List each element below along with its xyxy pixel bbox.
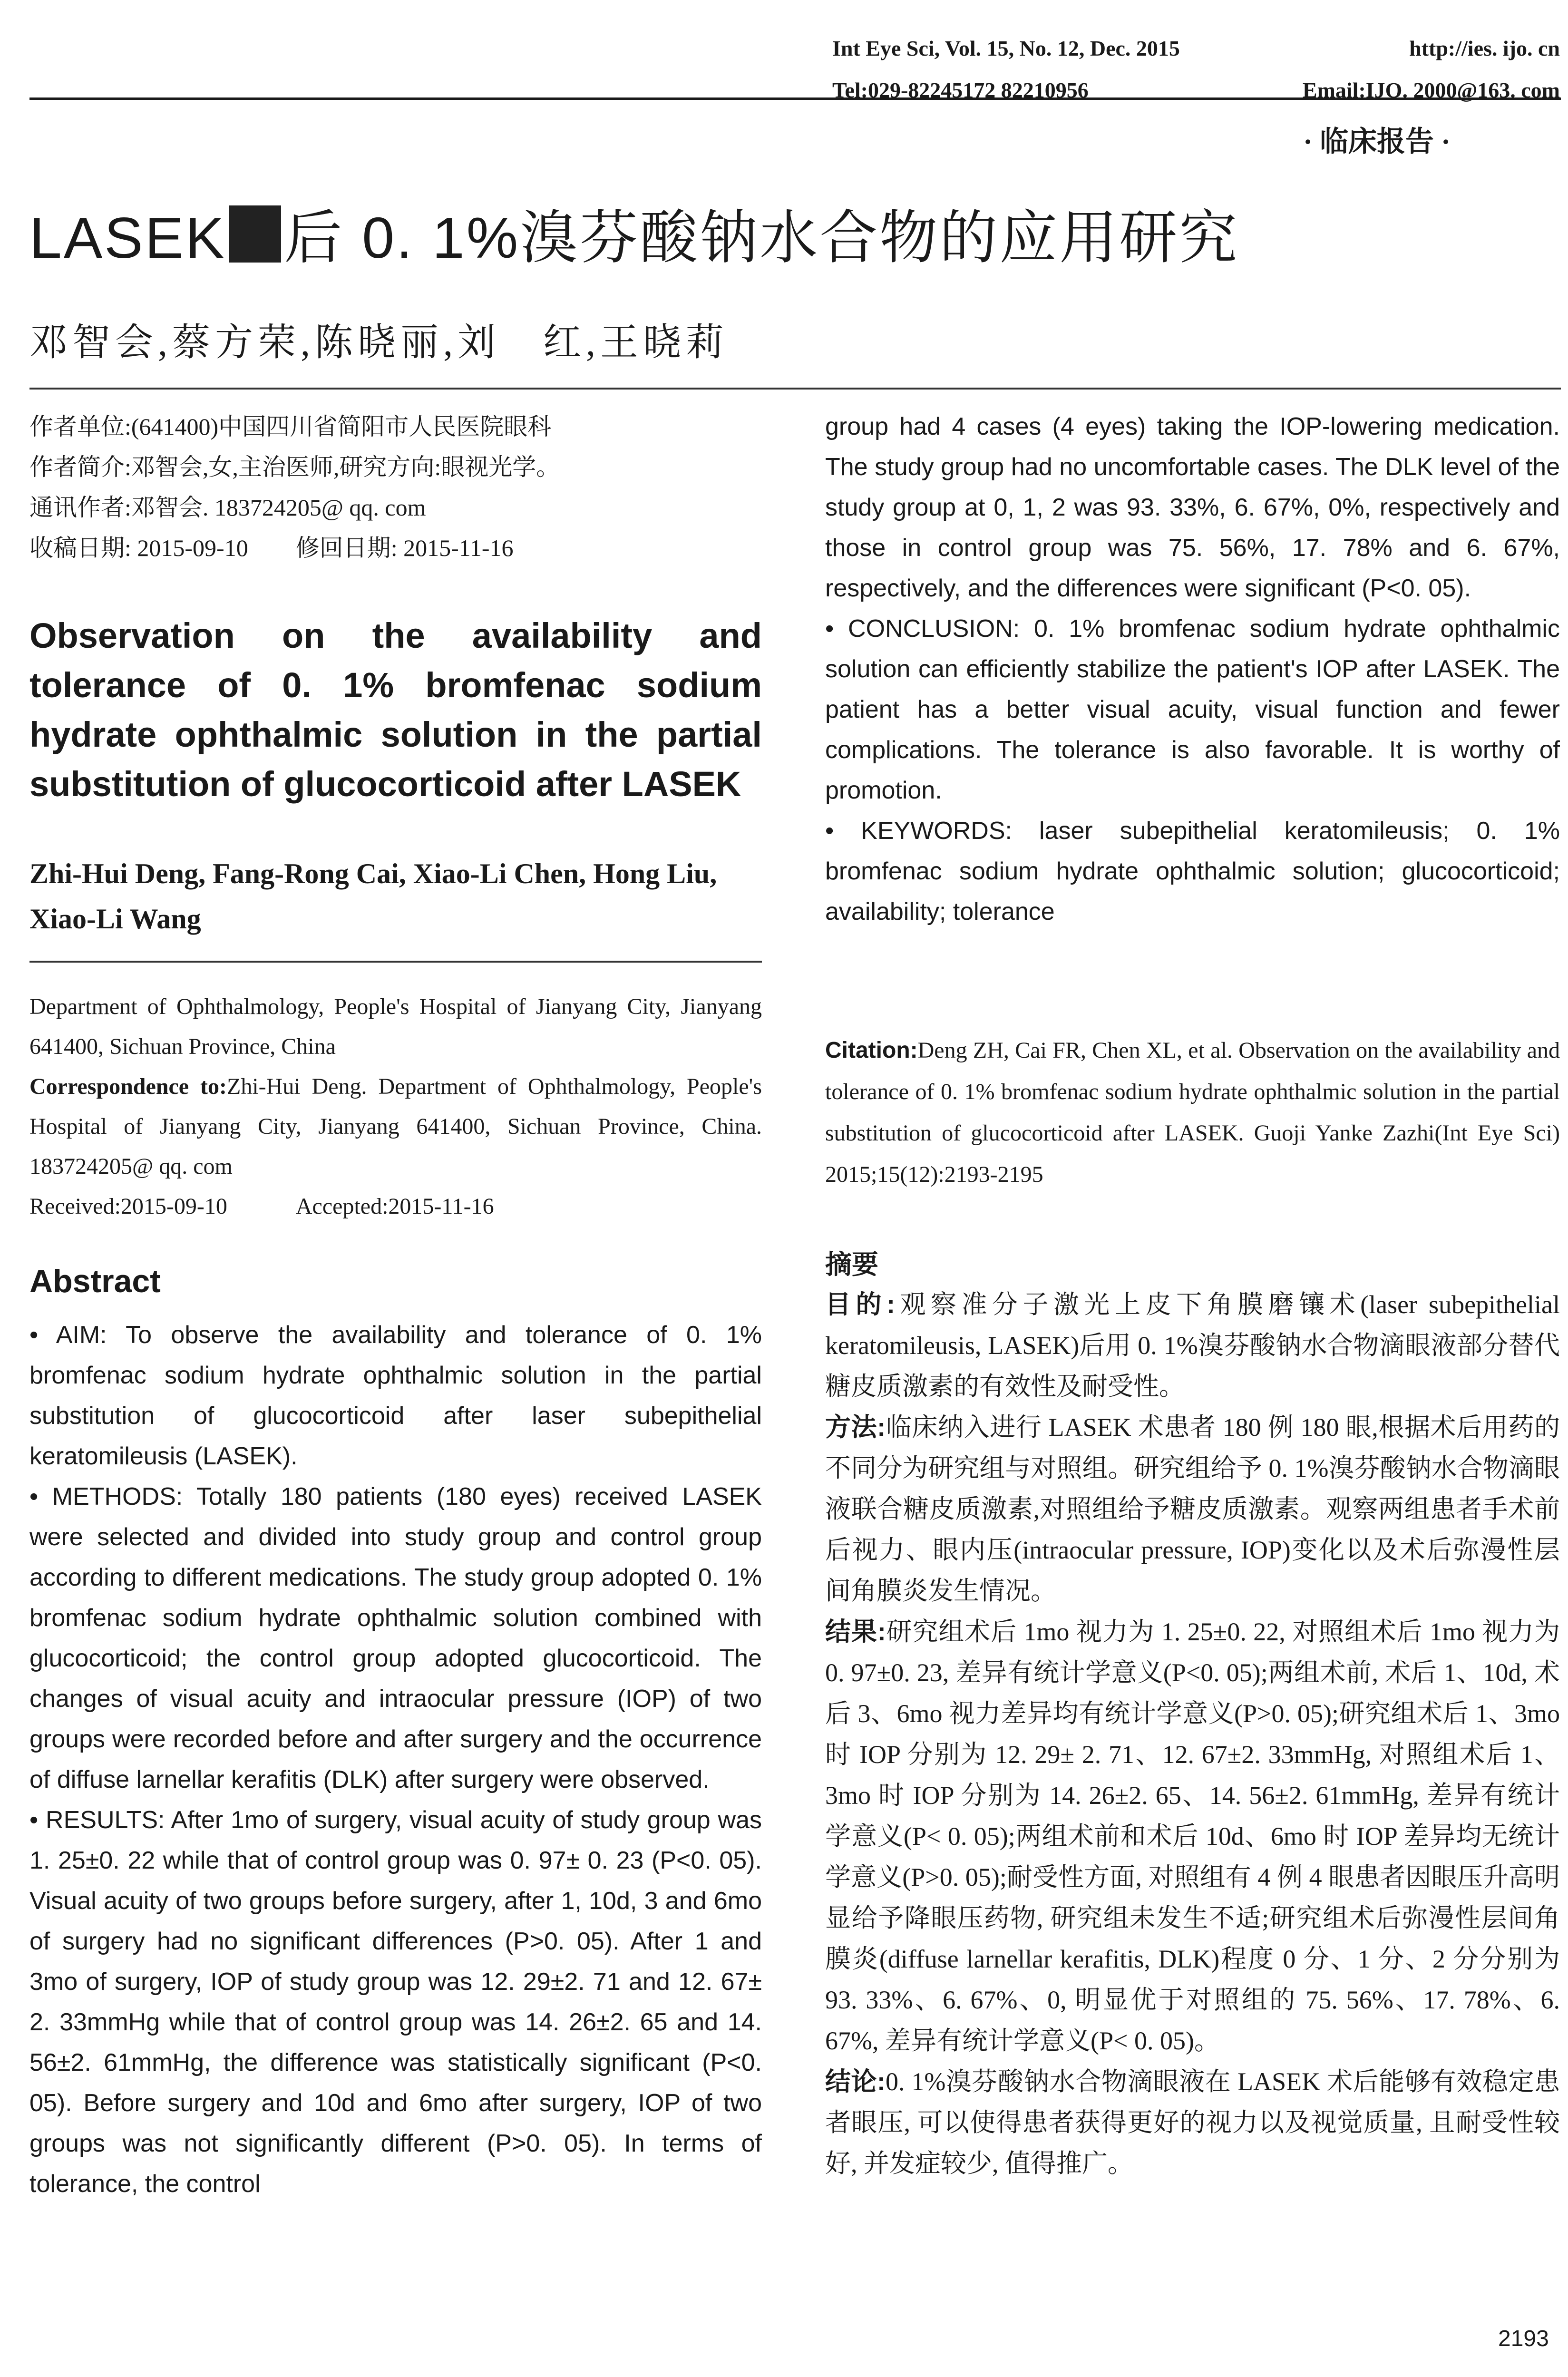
dates-en: Received:2015-09-10 Accepted:2015-11-16	[29, 1194, 494, 1219]
abstract-en-right	[825, 407, 1560, 932]
zh-methods	[825, 1407, 1560, 1611]
page-number: 2193	[1498, 2326, 1549, 2351]
authors-en: Zhi-Hui Deng, Fang-Rong Cai, Xiao-Li Chen, Hong Liu, Xiao-Li Wang	[29, 858, 717, 935]
abstract-conclusion: • CONCLUSION: 0. 1% bromfenac sodium hydrate ophthalmic solution can efficiently stabilize the patient's IOP after LASEK. The patient has a better visual acuity, visual function and fewer complications. The tolerance is also favorable. It is worthy of promotion.	[825, 615, 1560, 804]
header-divider	[29, 97, 1561, 100]
zh-abstract	[825, 1284, 1560, 2184]
affiliation-zh-line: 作者单位:(641400)中国四川省简阳市人民医院眼科	[29, 413, 552, 440]
title-zh-suffix: 后 0. 1%溴芬酸钠水合物的应用研究	[284, 205, 1239, 270]
abstract-results: • RESULTS: After 1mo of surgery, visual acuity of study group was 1. 25±0. 22 while that of control group was 0. 97± 0. 23 (P<0. 05). Visual acuity of two groups before surgery, after 1, 10d, 3 and 6mo of surgery had no significant differences (P>0. 05). After 1 and 3mo of surgery, IOP of study group was 12. 29±2. 71 and 12. 67± 2. 33mmHg while that of control group was 14. 26±2. 65 and 14. 56±2. 61mmHg, the difference was statistically significant (P<0. 05). Before surgery and 10d and 6mo after surgery, IOP of two groups was not significantly different (P>0. 05). In terms of tolerance, the control	[29, 1806, 762, 2198]
citation-label: Citation:	[825, 1038, 918, 1063]
citation	[825, 1030, 1560, 1195]
abstract-en-left	[29, 1315, 762, 2204]
journal-citation-line: Int Eye Sci, Vol. 15, No. 12, Dec. 2015	[832, 36, 1180, 60]
department-en: Department of Ophthalmology, People's Hospital of Jianyang City, Jianyang 641400, Sichuan Province, China	[29, 994, 762, 1059]
title-en: Observation on the availability and tolerance of 0. 1% bromfenac sodium hydrate ophthalmic solution in the partial substitution of glucocorticoid after LASEK	[29, 616, 762, 804]
zh-methods-label: 方法:	[825, 1413, 886, 1442]
authors-zh: 邓智会,蔡方荣,陈晓丽,刘 红,王晓莉	[29, 322, 729, 364]
citation-text: Deng ZH, Cai FR, Chen XL, et al. Observation on the availability and tolerance of 0. 1% bromfenac sodium hydrate ophthalmic solution in the partial substitution of glucocorticoid after LASEK. Guoji Yanke Zazhi(Int Eye Sci) 2015;15(12):2193-2195	[825, 1038, 1560, 1187]
authors-en-divider	[29, 961, 762, 963]
journal-url[interactable]: http://ies. ijo. cn	[1409, 36, 1560, 60]
title-zh-prefix: LASEK	[29, 205, 226, 270]
zh-results-text: 研究组术后 1mo 视力为 1. 25±0. 22, 对照组术后 1mo 视力为 0. 97±0. 23, 差异有统计学意义(P<0. 05);两组术前, 术后 1、10d, 术后 3、6mo 视力差异均有统计学意义(P>0. 05);研究组术后 1、3mo 时 IOP 分别为 12. 29± 2. 71、12. 67±2. 33mmHg, 对照组术后 1、3mo 时 IOP 分别为 14. 26±2. 65、14. 56±2. 61mmHg, 差异有统计学意义(P< 0. 05);两组术前和术后 10d、6mo 时 IOP 差异均无统计学意义(P>0. 05);耐受性方面, 对照组有 4 例 4 眼患者因眼压升高明显给予降眼压药物, 研究组未发生不适;研究组术后弥漫性层间角膜炎(diffuse larnellar kerafitis, DLK)程度 0 分、1 分、2 分分别为 93. 33%、6. 67%、0, 明显优于对照组的 75. 56%、17. 78%、6. 67%, 差异有统计学意义(P< 0. 05)。	[825, 1617, 1560, 2055]
title-zh	[29, 197, 1239, 278]
zh-aim-text: 观察准分子激光上皮下角膜磨镶术(laser subepithelial keratomileusis, LASEK)后用 0. 1%溴芬酸钠水合物滴眼液部分替代糖皮质激素的有效性及耐受性。	[825, 1290, 1560, 1401]
abstract-heading: Abstract	[29, 1263, 161, 1299]
redaction-box	[229, 205, 281, 263]
zh-conclusion-text: 0. 1%溴芬酸钠水合物滴眼液在 LASEK 术后能够有效稳定患者眼压, 可以使得患者获得更好的视力以及视觉质量, 且耐受性较好, 并发症较少, 值得推广。	[825, 2067, 1560, 2178]
abstract-results-cont: group had 4 cases (4 eyes) taking the IOP-lowering medication. The study group had no uncomfortable cases. The DLK level of the study group at 0, 1, 2 was 93. 33%, 6. 67%, 0%, respectively and those in control group was 75. 56%, 17. 78% and 6. 67%, respectively, and the differences were significant (P<0. 05).	[825, 413, 1560, 602]
zh-aim	[825, 1284, 1560, 1407]
correspondence-en	[29, 1067, 762, 1187]
affiliation-zh-line: 通讯作者:邓智会. 183724205@ qq. com	[29, 494, 426, 521]
affiliation-zh-line: 作者简介:邓智会,女,主治医师,研究方向:眼视光学。	[29, 454, 560, 480]
zh-results	[825, 1611, 1560, 2061]
affiliation-zh-line: 收稿日期: 2015-09-10 修回日期: 2015-11-16	[29, 535, 514, 561]
zh-conclusion-label: 结论:	[825, 2067, 886, 2096]
abstract-aim: • AIM: To observe the availability and tolerance of 0. 1% bromfenac sodium hydrate ophthalmic solution in the partial substitution of glucocorticoid after laser subepithelial keratomileusis (LASEK).	[29, 1321, 762, 1470]
abstract-keywords: • KEYWORDS: laser subepithelial keratomileusis; 0. 1% bromfenac sodium hydrate ophthalmic solution; glucocorticoid; availability; tolerance	[825, 817, 1560, 925]
journal-email[interactable]: Email:IJO. 2000@163. com	[1302, 78, 1560, 102]
zh-aim-label: 目的:	[825, 1290, 895, 1319]
affiliation-en	[29, 987, 762, 1227]
zh-conclusion	[825, 2061, 1560, 2184]
abstract-methods: • METHODS: Totally 180 patients (180 eyes) received LASEK were selected and divided into study group and control group according to different medications. The study group adopted 0. 1% bromfenac sodium hydrate ophthalmic solution combined with glucocorticoid; the control group adopted glucocorticoid. The changes of visual acuity and intraocular pressure (IOP) of two groups were recorded before and after surgery and the occurrence of diffuse larnellar kerafitis (DLK) after surgery were observed.	[29, 1483, 762, 1793]
zh-methods-text: 临床纳入进行 LASEK 术患者 180 例 180 眼,根据术后用药的不同分为研究组与对照组。研究组给予 0. 1%溴芬酸钠水合物滴眼液联合糖皮质激素,对照组给予糖皮质激素。观察两组患者手术前后视力、眼内压(intraocular pressure, IOP)变化以及术后弥漫性层间角膜炎发生情况。	[825, 1413, 1560, 1605]
journal-tel: Tel:029-82245172 82210956	[832, 78, 1089, 102]
authors-divider	[29, 388, 1561, 390]
zh-abstract-heading: 摘要	[825, 1249, 878, 1279]
zh-results-label: 结果:	[825, 1617, 886, 1646]
section-label: · 临床报告 ·	[1303, 126, 1451, 157]
affiliation-zh	[29, 407, 762, 568]
correspondence-label: Correspondence to:	[29, 1074, 227, 1099]
correspondence-text: Zhi-Hui Deng. Department of Ophthalmology, People's Hospital of Jianyang City, Jianyang 641400, Sichuan Province, China. 183724205@ qq. com	[29, 1074, 762, 1179]
